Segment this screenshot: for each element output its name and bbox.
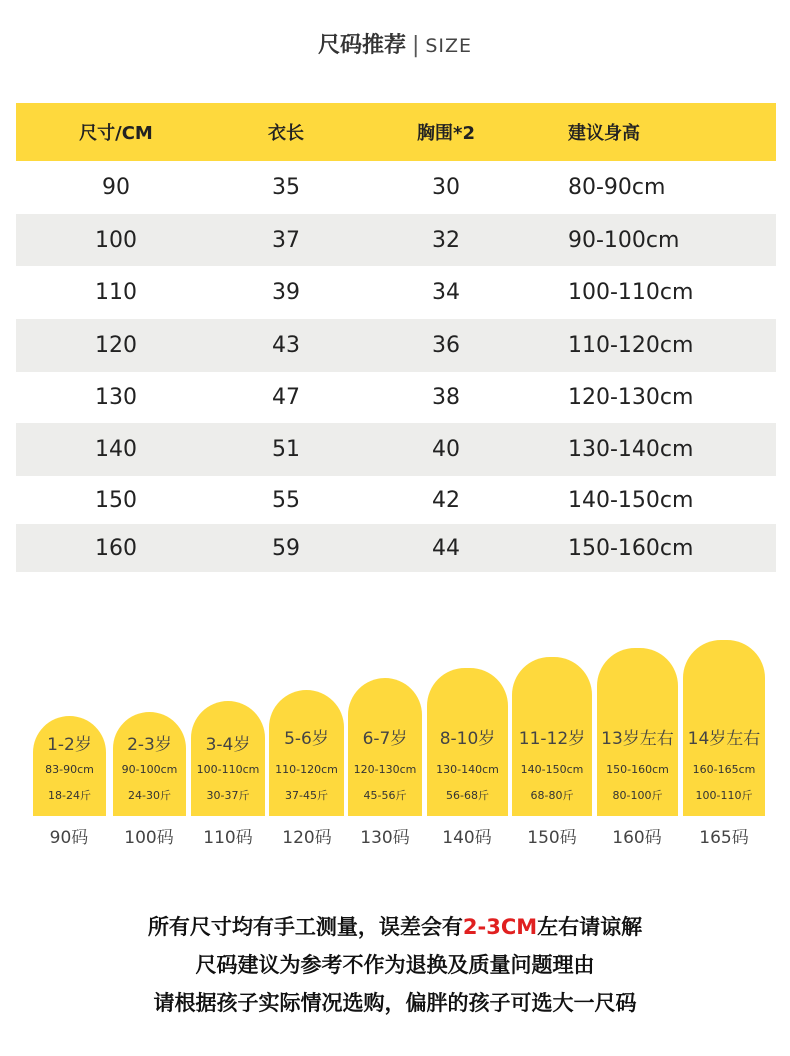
age-arch [427,668,508,816]
age-arch [597,648,678,816]
age-arch [269,690,344,816]
cell-length: 55 [272,487,300,513]
cell-length: 59 [272,535,300,561]
cell-size: 130 [95,385,137,410]
cell-length: 35 [272,175,300,200]
cell-length: 51 [272,437,300,462]
age-arch [512,657,592,816]
weight-range: 37-45斤 [285,789,328,802]
note-line-1-pre: 所有尺寸均有手工测量，误差会有 [147,915,463,939]
size-label: 90码 [49,828,89,848]
cell-chest: 38 [432,385,460,410]
height-range: 110-120cm [275,763,338,776]
height-range: 100-110cm [196,763,260,776]
weight-range: 56-68斤 [446,789,489,802]
height-range: 150-160cm [606,763,669,776]
cell-size: 140 [95,437,137,462]
title-separator: | [411,33,420,58]
cell-height: 130-140cm [568,437,694,462]
cell-height: 150-160cm [568,535,694,561]
col-height: 建议身高 [568,123,640,144]
cell-size: 120 [95,333,137,358]
weight-range: 45-56斤 [363,789,407,802]
age-label: 6-7岁 [362,729,408,749]
weight-range: 100-110斤 [695,789,753,802]
age-label: 14岁左右 [687,729,761,749]
age-arch [683,640,765,816]
cell-length: 39 [272,280,300,305]
size-label: 150码 [527,828,577,848]
cell-chest: 42 [432,487,460,513]
cell-height: 80-90cm [568,175,666,200]
age-label: 13岁左右 [601,729,674,749]
age-label: 5-6岁 [284,729,329,749]
note-highlight: 2-3CM [462,915,538,939]
age-arch [113,712,186,816]
cell-size: 90 [102,175,130,200]
age-label: 8-10岁 [439,729,496,749]
height-range: 120-130cm [353,763,417,776]
age-arch [33,716,106,816]
cell-length: 37 [272,227,300,253]
weight-range: 18-24斤 [48,789,91,802]
cell-chest: 44 [432,535,460,561]
cell-chest: 40 [432,437,460,462]
age-label: 2-3岁 [127,735,172,755]
cell-chest: 34 [432,280,460,305]
title-cn: 尺码推荐 [317,33,406,58]
note-line-1-post: 左右请谅解 [537,915,643,939]
age-label: 11-12岁 [518,729,586,749]
cell-size: 110 [95,280,137,305]
weight-range: 68-80斤 [530,789,574,802]
cell-height: 100-110cm [568,280,694,305]
cell-size: 100 [95,227,137,253]
size-label: 165码 [699,828,749,848]
age-arch [348,678,422,816]
height-range: 140-150cm [520,763,584,776]
height-range: 130-140cm [436,763,499,776]
size-label: 100码 [124,828,174,848]
size-label: 140码 [442,828,492,848]
notes [0,908,790,1022]
cell-height: 90-100cm [568,227,680,253]
note-line-2: 尺码建议为参考不作为退换及质量问题理由 [195,953,595,977]
age-label: 1-2岁 [47,735,92,755]
cell-chest: 36 [432,333,460,358]
cell-size: 160 [95,535,137,561]
col-chest: 胸围*2 [417,123,475,144]
cell-chest: 30 [432,175,460,200]
weight-range: 24-30斤 [128,789,171,802]
cell-height: 140-150cm [568,487,694,513]
size-label: 110码 [203,828,253,848]
note-line-1 [0,908,790,946]
age-label: 3-4岁 [205,735,251,755]
cell-size: 150 [95,487,137,513]
size-label: 130码 [360,828,410,848]
size-label: 120码 [282,828,332,848]
height-range: 160-165cm [692,763,756,776]
height-range: 83-90cm [45,763,94,776]
weight-range: 30-37斤 [206,789,250,802]
cell-height: 110-120cm [568,333,694,358]
cell-chest: 32 [432,227,460,253]
note-line-3: 请根据孩子实际情况选购，偏胖的孩子可选大一尺码 [153,991,637,1015]
col-size: 尺寸/CM [79,123,153,144]
age-arch [191,701,265,816]
height-range: 90-100cm [121,763,178,776]
title-en: SIZE [425,35,473,57]
col-length: 衣长 [268,123,304,144]
cell-height: 120-130cm [568,385,694,410]
cell-length: 47 [272,385,300,410]
weight-range: 80-100斤 [612,789,663,802]
cell-length: 43 [272,333,300,358]
size-label: 160码 [612,828,662,848]
